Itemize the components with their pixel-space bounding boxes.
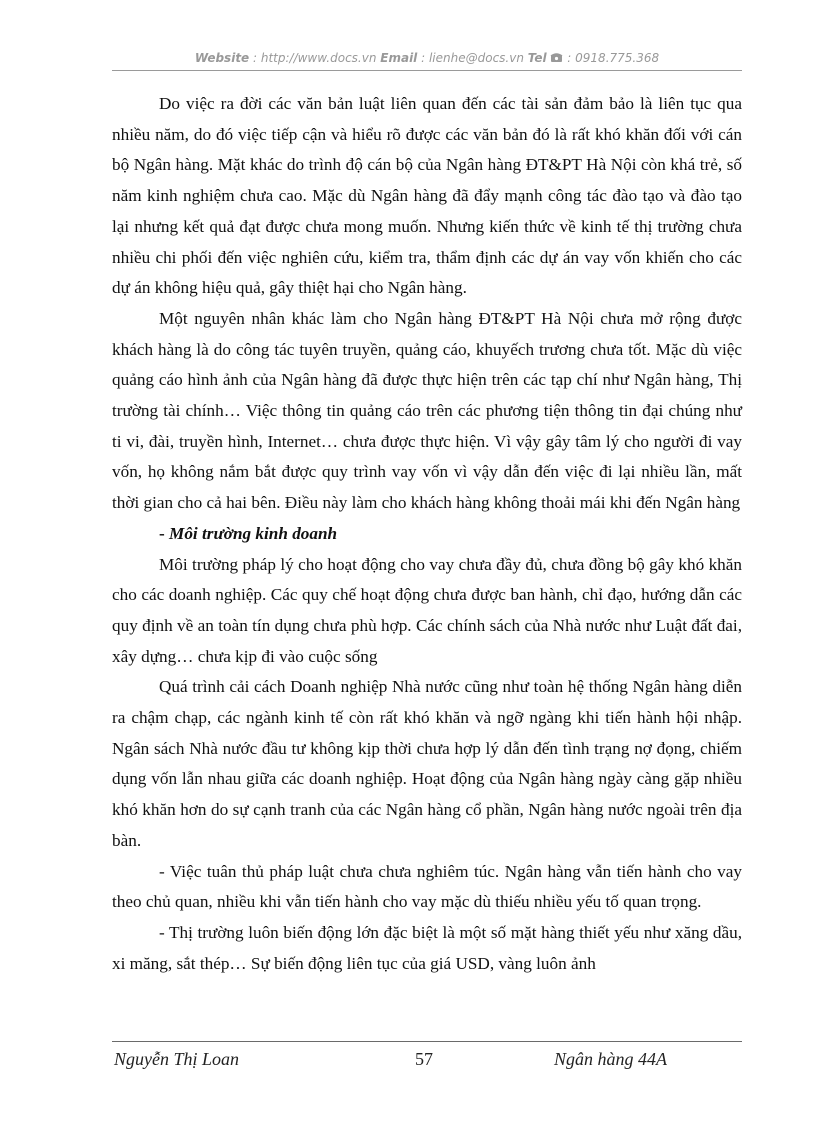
- footer-divider: [112, 1041, 742, 1042]
- paragraph: Một nguyên nhân khác làm cho Ngân hàng ĐT&PT Hà Nội chưa mở rộng được khách hàng là do công tác tuyên truyền, quảng cáo, khuyếch trương chưa tốt. Mặc dù việc quảng cáo hình ảnh của Ngân hàng đã được thực hiện trên các tạp chí như Ngân hàng, Thị trường tài chính… Việc thông tin quảng cáo trên các phương tiện thông tin đại chúng như ti vi, đài, truyền hình, Internet… chưa được thực hiện. Vì vậy gây tâm lý cho người đi vay vốn, họ không nắm bắt được quy trình vay vốn vì vậy dẫn đến việc đi lại nhiều lần, mất thời gian cho cả hai bên. Điều này làm cho khách hàng không thoải mái khi đến Ngân hàng: [112, 308, 742, 513]
- footer-department: Ngân hàng 44A: [554, 1049, 668, 1069]
- email-label: Email: [380, 51, 418, 65]
- website-label: Website: [194, 51, 250, 65]
- section-heading: [112, 519, 742, 550]
- paragraph: Do việc ra đời các văn bản luật liên quan đến các tài sản đảm bảo là liên tục qua nhiều năm, do đó việc tiếp cận và hiểu rõ được các văn bản đó là rất khó khăn đối với cán bộ Ngân hàng. Mặt khác do trình độ cán bộ của Ngân hàng ĐT&PT Hà Nội còn khá trẻ, số năm kinh nghiệm chưa cao. Mặc dù Ngân hàng đã đẩy mạnh công tác đào tạo và đào tạo lại nhưng kết quả đạt được chưa mong muốn. Nhưng kiến thức về kinh tế thị trường chưa nhiều chi phối đến việc nghiên cứu, kiểm tra, thẩm định các dự án vay vốn khiến cho các dự án không hiệu quả, gây thiệt hại cho Ngân hàng.: [112, 94, 742, 298]
- header-divider: [112, 70, 742, 71]
- paragraph: - Việc tuân thủ pháp luật chưa chưa nghiêm túc. Ngân hàng vẫn tiến hành cho vay theo chủ quan, nhiều khi vẫn tiến hành cho vay mặc dù thiếu nhiều yếu tố quan trọng.: [112, 861, 742, 912]
- paragraph: Môi trường pháp lý cho hoạt động cho vay chưa đầy đủ, chưa đồng bộ gây khó khăn cho các doanh nghiệp. Các quy chế hoạt động chưa được ban hành, chỉ đạo, hướng dẫn các quy định về an toàn tín dụng chưa phù hợp. Các chính sách của Nhà nước như Luật đất đai, xây dựng… chưa kịp đi vào cuộc sống: [112, 554, 742, 666]
- heading-dash: -: [159, 523, 170, 543]
- website-value[interactable]: : http://www.docs.vn: [249, 51, 381, 65]
- footer-author: Nguyễn Thị Loan: [114, 1049, 240, 1069]
- phone-icon: [550, 52, 563, 63]
- page-footer: [112, 1049, 742, 1075]
- heading-text: Môi trường kinh doanh: [169, 523, 338, 543]
- paragraph: Quá trình cải cách Doanh nghiệp Nhà nước cũng như toàn hệ thống Ngân hàng diễn ra chậm chạp, các ngành kinh tế còn rất khó khăn và ngỡ ngàng khi tiến hành hội nhập. Ngân sách Nhà nước đầu tư không kịp thời chưa hợp lý dẫn đến tình trạng nợ đọng, chiếm dụng vốn lẫn nhau giữa các doanh nghiệp. Hoạt động của Ngân hàng ngày càng gặp nhiều khó khăn hơn do sự cạnh tranh của các Ngân hàng cổ phần, Ngân hàng nước ngoài trên địa bàn.: [112, 677, 742, 850]
- email-value[interactable]: : lienhe@docs.vn: [417, 51, 528, 65]
- paragraph: - Thị trường luôn biến động lớn đặc biệt là một số mặt hàng thiết yếu như xăng dầu, xi măng, sắt thép… Sự biến động liên tục của giá USD, vàng luôn ảnh: [112, 922, 742, 973]
- page-header: [112, 51, 742, 65]
- tel-label: Tel: [527, 51, 547, 65]
- document-body: [112, 89, 742, 979]
- tel-value: : 0918.775.368: [563, 51, 660, 65]
- page-number: 57: [415, 1049, 433, 1069]
